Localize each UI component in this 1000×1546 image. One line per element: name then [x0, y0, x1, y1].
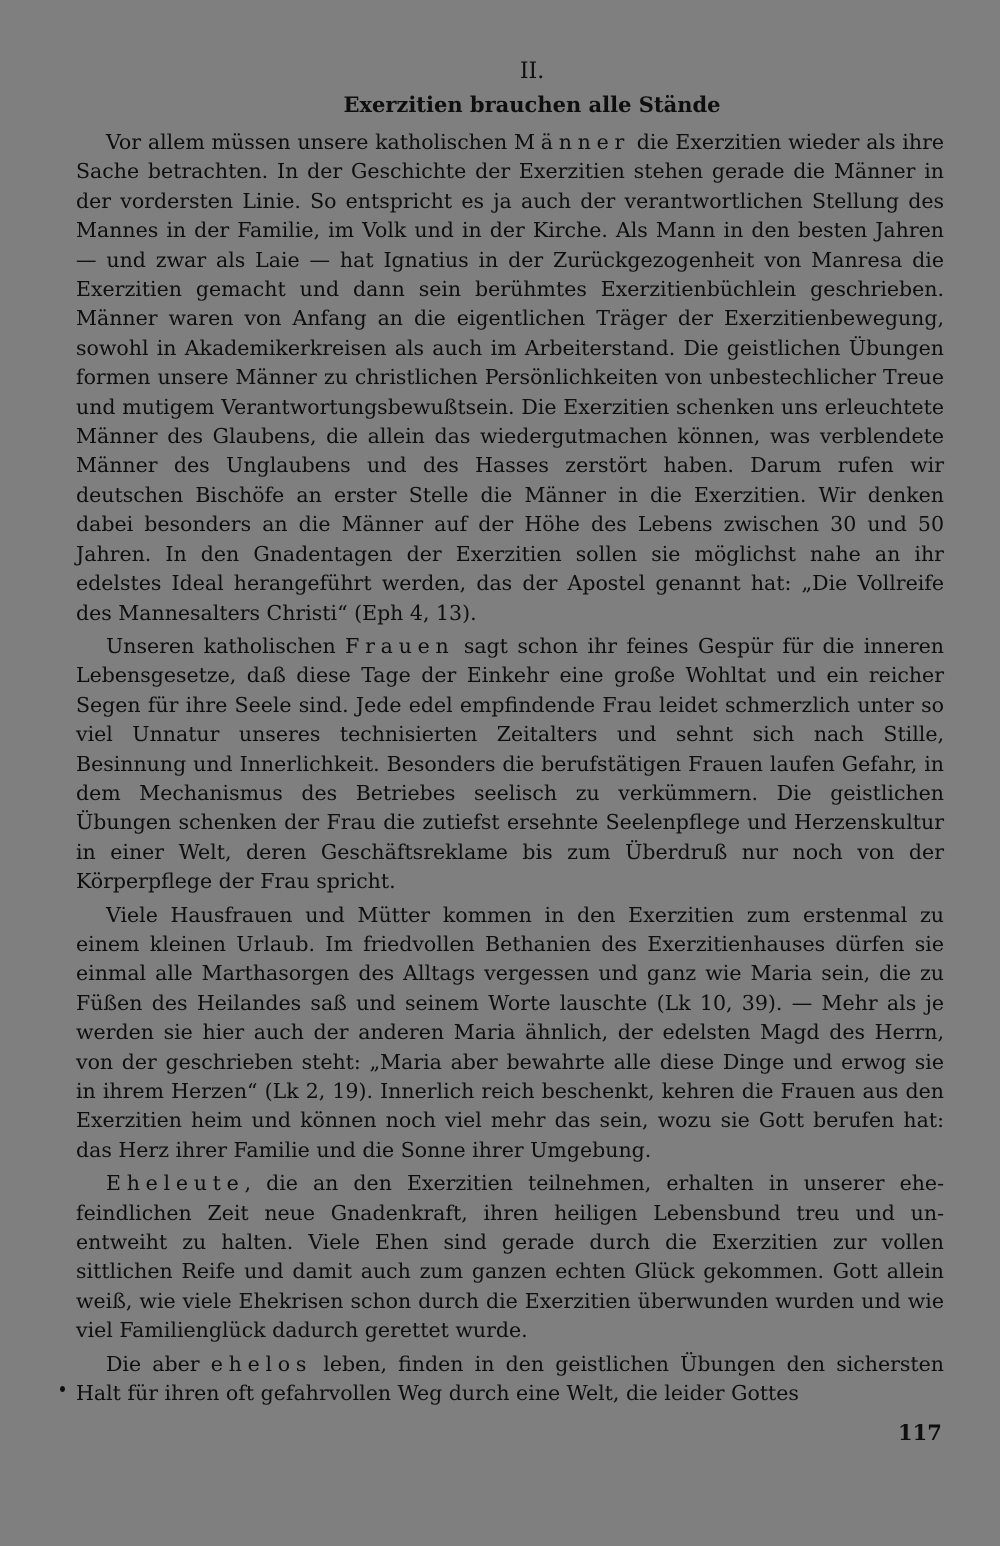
paragraph-text: Die aber	[106, 1351, 211, 1376]
print-speck	[60, 1386, 65, 1392]
chapter-number: II.	[519, 59, 545, 84]
paragraph-hausfrauen	[76, 901, 944, 1166]
paragraph-ehelos	[76, 1350, 944, 1409]
emphasized-word: Eheleute	[106, 1171, 245, 1196]
paragraph-text: leben, finden in den geistlichen Übungen den sichersten Halt für ihren oft gefahrvollen Weg durch eine Welt, die leider Gottes	[76, 1351, 944, 1406]
paragraph-text: , die an den Exerzitien teilnehmen, erhalten in unserer ehefeindlichen Zeit neue Gnadenkraft, ihren heiligen Lebensbund treu und unentweiht zu halten. Viele Ehen sind gerade durch die Exerzitien zur vollen sittlichen Reife und damit auch zum ganzen echten Glück gekommen. Gott allein weiß, wie viele Ehekrisen schon durch die Exerzitien überwunden wurden und wie viel Familienglück dadurch gerettet wurde.	[76, 1171, 944, 1343]
paragraph-text: sagt schon ihr feines Gespür für die inneren Lebensgesetze, daß diese Tage der Einkehr eine große Wohltat und ein reicher Segen für ihre Seele sind. Jede edel empfindende Frau leidet schmerzlich unter so viel Unnatur unseres technisierten Zeitalters und sehnt sich nach Stille, Besinnung und Innerlichkeit. Besonders die berufstätigen Frauen laufen Gefahr, in dem Mechanismus des Betriebes seelisch zu verkümmern. Die geistlichen Übungen schenken der Frau die zutiefst ersehnte Seelenpflege und Herzenskultur in einer Welt, deren Geschäftsreklame bis zum Überdruß nur noch von der Körperpflege der Frau spricht.	[76, 633, 944, 894]
chapter-title: Exerzitien brauchen alle Stände	[343, 92, 721, 117]
paragraph-eheleute	[76, 1169, 944, 1345]
paragraph-maenner	[76, 128, 944, 628]
emphasized-word: Männer	[514, 130, 631, 154]
paragraph-text: Viele Hausfrauen und Mütter kommen in den Exerzitien zum erstenmal zu einem kleinen Urlaub. Im friedvollen Bethanien des Exerzitienhauses dürfen sie einmal alle Marthasorgen des Alltags vergessen und ganz wie Maria sein, die zu Füßen des Heilandes saß und seinem Worte lauschte (Lk 10, 39). — Mehr als je werden sie hier auch der anderen Maria ähnlich, der edelsten Magd des Herrn, von der geschrieben steht: „Maria aber bewahrte alle diese Dinge und erwog sie in ihrem Herzen“ (Lk 2, 19). Innerlich reich beschenkt, kehren die Frauen aus den Exerzitien heim und können noch viel mehr das sein, wozu sie Gott berufen hat: das Herz ihrer Familie und die Sonne ihrer Umgebung.	[76, 902, 944, 1162]
emphasized-word: Frauen	[345, 633, 455, 658]
book-page	[76, 56, 944, 1412]
paragraph-frauen	[76, 632, 944, 897]
emphasized-word: ehelos	[210, 1351, 313, 1376]
page-number: 117	[898, 1420, 942, 1445]
paragraph-text: Vor allem müssen unsere katholischen	[106, 130, 515, 154]
paragraph-text: die Exerzitien wieder als ihre Sache betrachten. In der Geschichte der Exerzitien stehen gerade die Männer in der vordersten Linie. So entspricht es ja auch der verantwortlichen Stellung des Mannes in der Familie, im Volk und in der Kirche. Als Mann in den besten Jahren — und zwar als Laie — hat Ignatius in der Zurückgezogenheit von Manresa die Exerzitien gemacht und dann sein berühmtes Exerzitienbüchlein geschrieben. Männer waren von Anfang an die eigentlichen Träger der Exerzitienbewegung, sowohl in Akademikerkreisen als auch im Arbeiterstand. Die geistlichen Übungen formen unsere Männer zu christlichen Persönlichkeiten von unbestechlicher Treue und mutigem Verantwortungsbewußtsein. Die Exerzitien schenken uns erleuchtete Männer des Glaubens, die allein das wiedergutmachen können, was verblendete Männer des Unglaubens und des Hasses zerstört haben. Darum rufen wir deutschen Bischöfe an erster Stelle die Männer in die Exerzitien. Wir denken dabei besonders an die Männer auf der Höhe des Lebens zwischen 30 und 50 Jahren. In den Gnadentagen der Exerzitien sollen sie möglichst nahe an ihr edelstes Ideal herangeführt werden, das der Apostel genannt hat: „Die Vollreife des Mannesalters Christi“ (Eph 4, 13).	[76, 130, 944, 625]
paragraph-text: Unseren katholischen	[106, 633, 346, 658]
